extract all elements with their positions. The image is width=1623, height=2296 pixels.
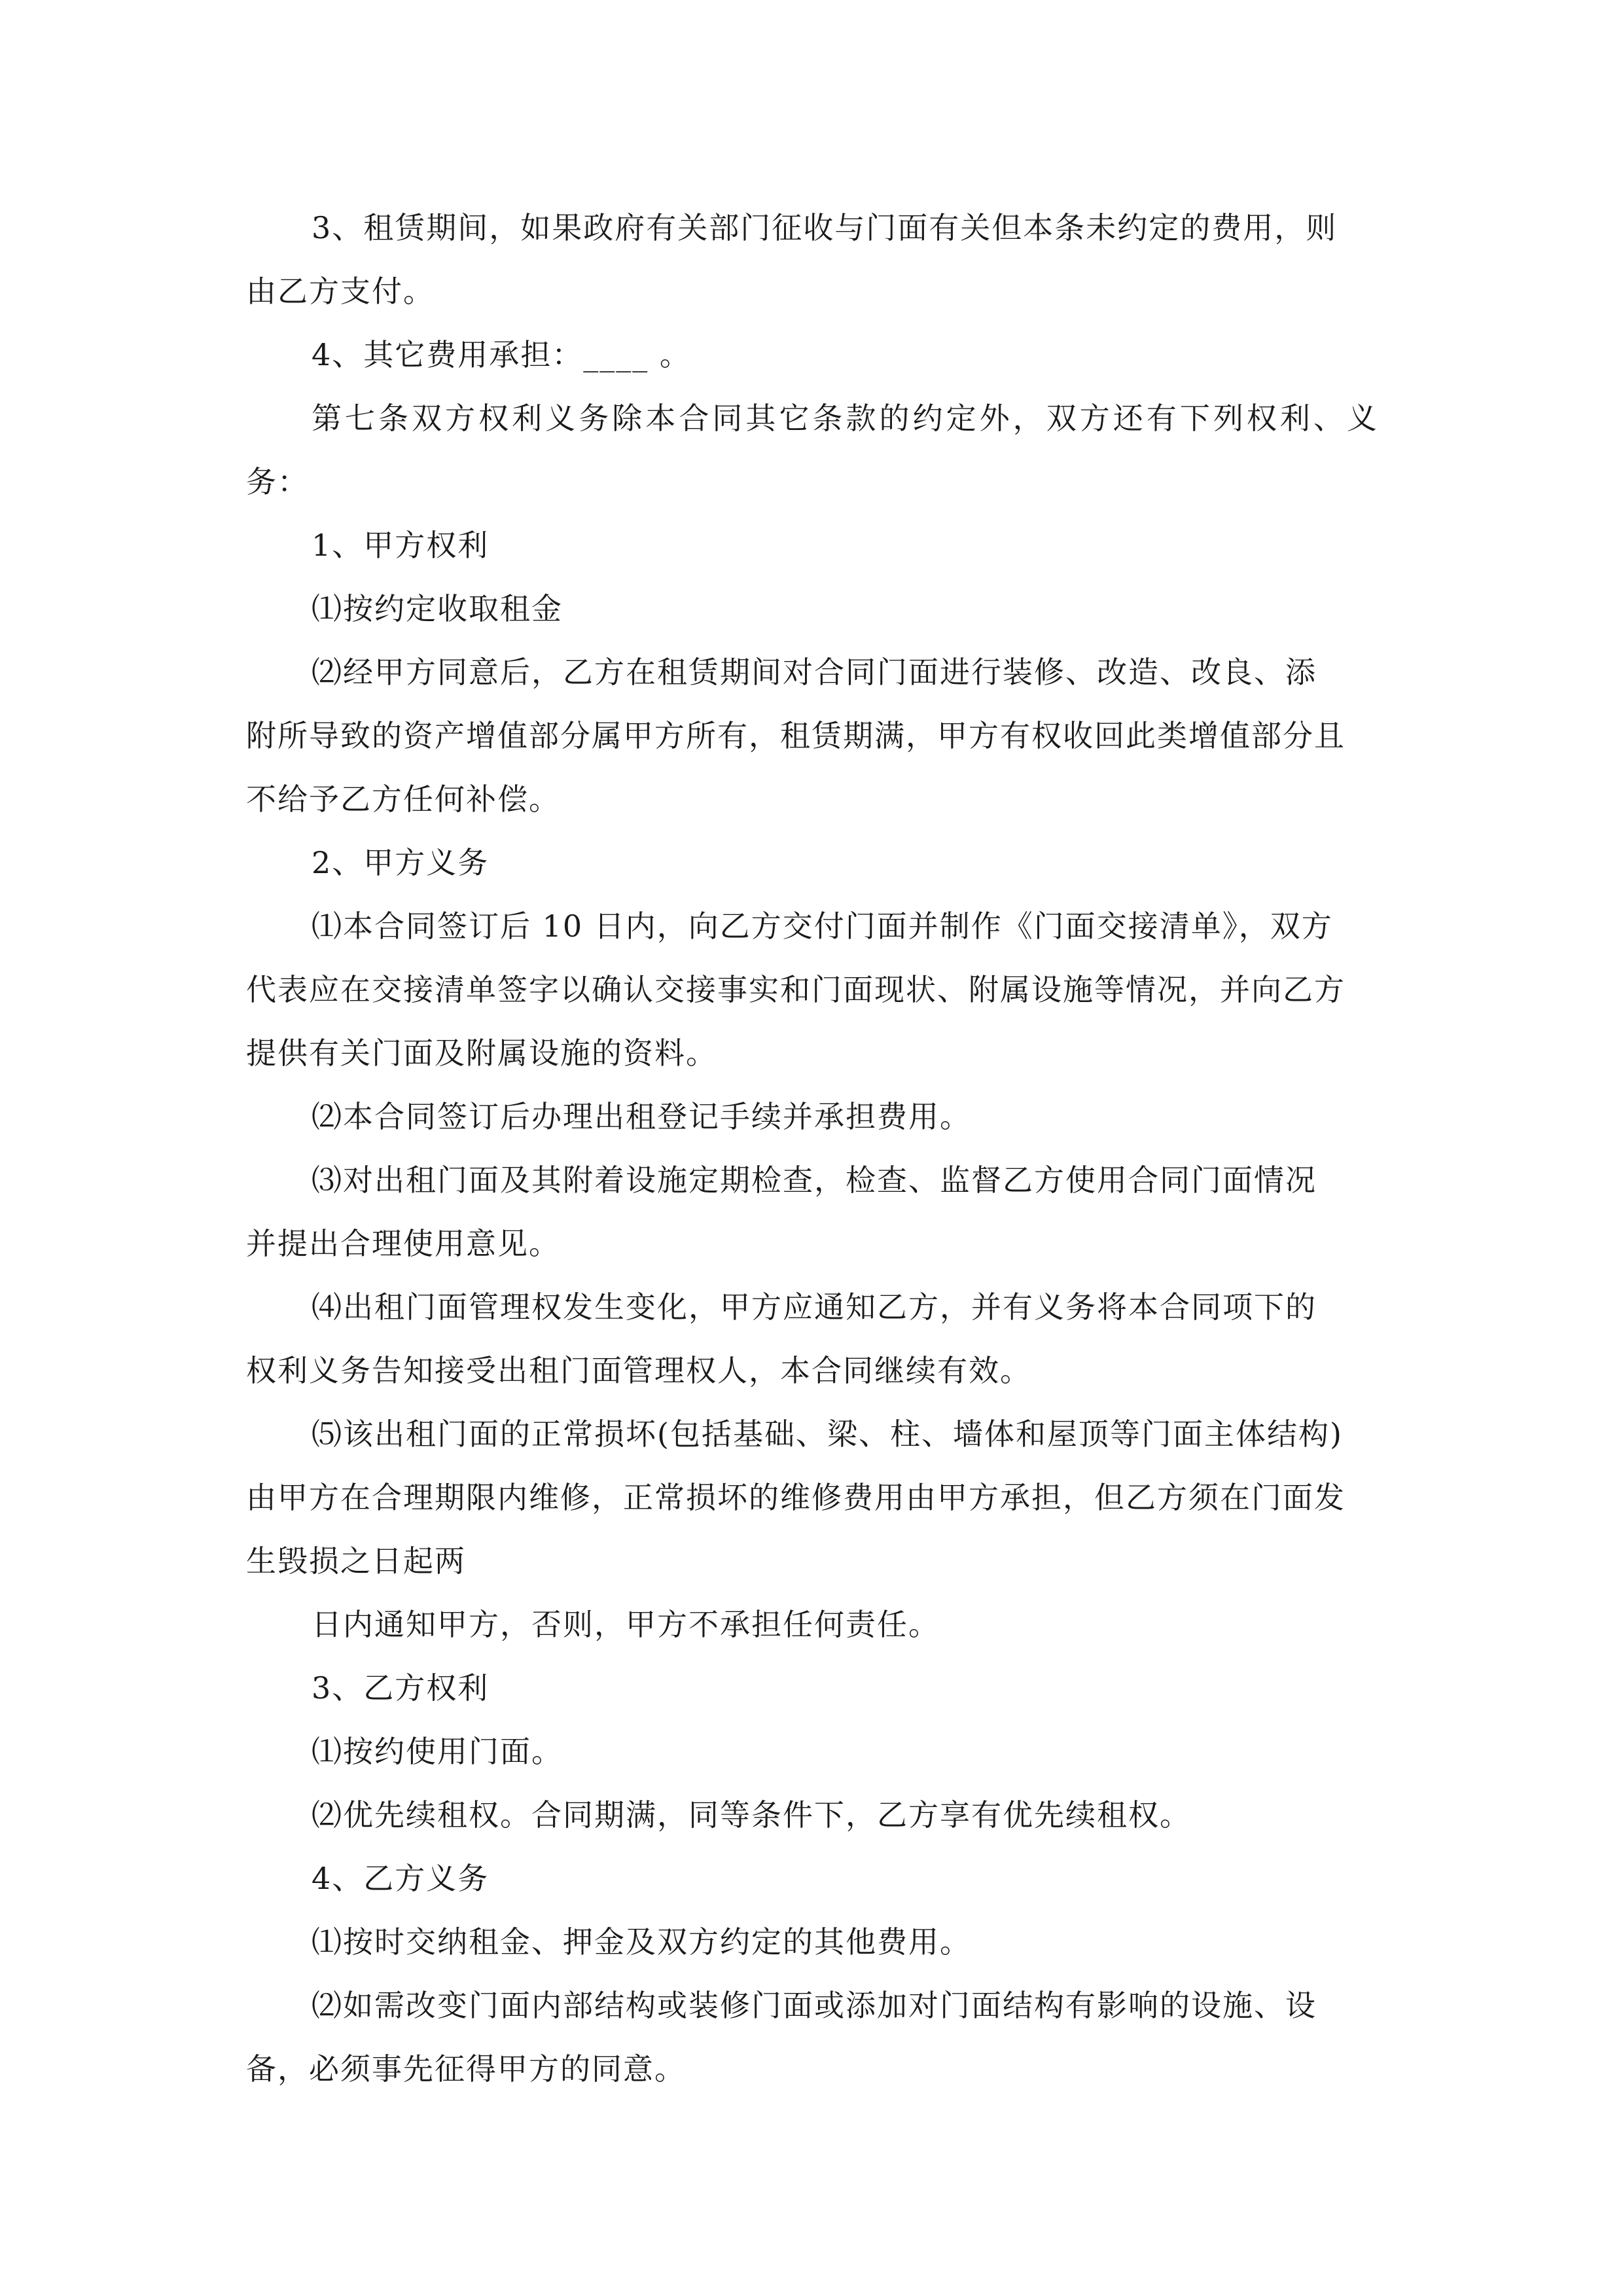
document-line: ⑴按时交纳租金、押金及双方约定的其他费用。: [312, 1924, 971, 1960]
document-line: 3、租赁期间，如果政府有关部门征收与门面有关但本条未约定的费用，则: [312, 210, 1338, 245]
document-line: 由乙方支付。: [246, 274, 435, 309]
document-line: ⑴按约使用门面。: [312, 1734, 563, 1769]
document-line: 第七条双方权利义务除本合同其它条款的约定外，双方还有下列权利、义务：: [246, 401, 1378, 499]
document-line: 并提出合理使用意见。: [246, 1226, 560, 1261]
document-line: 1、甲方权利: [312, 528, 490, 563]
document-line: 2、甲方义务: [312, 845, 490, 880]
document-body: [246, 196, 1378, 2101]
document-line: ⑵优先续租权。合同期满，同等条件下，乙方享有优先续租权。: [312, 1797, 1191, 1833]
document-line: 备，必须事先征得甲方的同意。: [246, 2051, 686, 2087]
document-line: 生毁损之日起两: [246, 1543, 466, 1579]
document-line: ⑴按约定收取租金: [312, 591, 563, 626]
document-line: 代表应在交接清单签字以确认交接事实和门面现状、附属设施等情况，并向乙方: [246, 972, 1346, 1007]
document-line: ⑵经甲方同意后，乙方在租赁期间对合同门面进行装修、改造、改良、添: [312, 655, 1317, 690]
document-line: ⑴本合同签订后 10 日内，向乙方交付门面并制作《门面交接清单》，双方: [312, 908, 1333, 944]
document-line: 4、乙方义务: [312, 1861, 490, 1896]
document-line: 3、乙方权利: [312, 1670, 490, 1706]
document-line: 提供有关门面及附属设施的资料。: [246, 1035, 717, 1071]
document-line: ⑸该出租门面的正常损坏(包括基础、梁、柱、墙体和屋顶等门面主体结构): [312, 1416, 1343, 1452]
document-line: 不给予乙方任何补偿。: [246, 781, 560, 817]
document-line: 日内通知甲方，否则，甲方不承担任何责任。: [312, 1607, 940, 1642]
document-line: ⑵本合同签订后办理出租登记手续并承担费用。: [312, 1099, 971, 1134]
document-line: 由甲方在合理期限内维修，正常损坏的维修费用由甲方承担，但乙方须在门面发: [246, 1480, 1346, 1515]
document-line: 4、其它费用承担：____ 。: [312, 337, 691, 372]
document-line: ⑷出租门面管理权发生变化，甲方应通知乙方，并有义务将本合同项下的: [312, 1289, 1317, 1325]
document-line: ⑵如需改变门面内部结构或装修门面或添加对门面结构有影响的设施、设: [312, 1988, 1317, 2023]
document-line: 附所导致的资产增值部分属甲方所有，租赁期满，甲方有权收回此类增值部分且: [246, 718, 1346, 753]
document-line: ⑶对出租门面及其附着设施定期检查，检查、监督乙方使用合同门面情况: [312, 1162, 1317, 1198]
document-line: 权利义务告知接受出租门面管理权人，本合同继续有效。: [246, 1353, 1031, 1388]
